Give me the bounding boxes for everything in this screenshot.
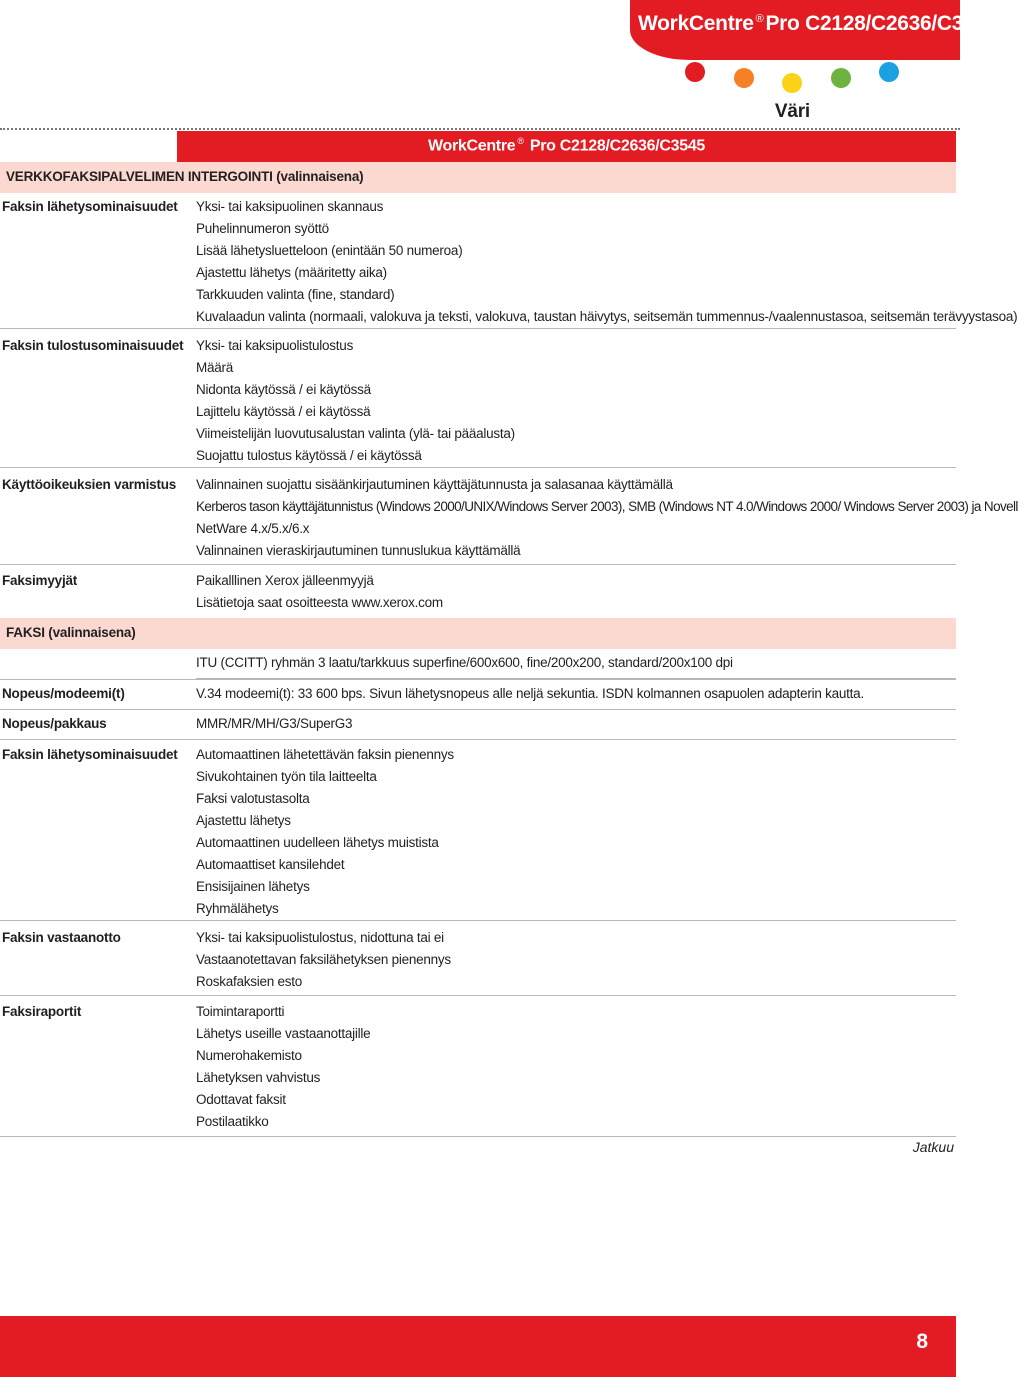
- spec-line: Viimeistelijän luovutusalustan valinta (ylä- tai pääalusta): [196, 426, 515, 441]
- spec-values: [196, 652, 952, 674]
- spec-line: Lähetys useille vastaanottajille: [196, 1026, 371, 1041]
- row-divider: [0, 920, 956, 921]
- spec-line: Yksi- tai kaksipuolistulostus: [196, 338, 354, 353]
- spec-line: Ajastettu lähetys: [196, 813, 291, 828]
- spec-line: Odottavat faksit: [196, 1092, 286, 1107]
- spec-values: [196, 196, 1018, 328]
- spec-line: NetWare 4.x/5.x/6.x: [196, 521, 310, 536]
- row-divider: [0, 1136, 956, 1137]
- continued-label: Jatkuu: [912, 1139, 954, 1155]
- model-brand: WorkCentre: [427, 137, 516, 155]
- spec-line: Postilaatikko: [196, 1114, 269, 1129]
- spec-label: Faksimyyjät: [2, 573, 78, 588]
- model-header: [177, 131, 956, 162]
- color-label: Väri: [774, 101, 810, 122]
- spec-label: Faksin vastaanotto: [2, 930, 121, 945]
- spec-line: Määrä: [196, 360, 234, 375]
- spec-line: Valinnainen suojattu sisäänkirjautuminen käyttäjätunnusta ja salasanaa käyttämällä: [196, 477, 673, 492]
- spec-line: ITU (CCITT) ryhmän 3 laatu/tarkkuus superfine/600x600, fine/200x200, standard/200x100 dpi: [196, 655, 733, 670]
- spec-line: Roskafaksien esto: [196, 974, 303, 989]
- spec-line: Automaattinen lähetettävän faksin pienennys: [196, 747, 454, 762]
- spec-line: Vastaanotettavan faksilähetyksen pienennys: [196, 952, 451, 967]
- model-registered-mark: ®: [517, 136, 524, 146]
- dotted-divider: [0, 128, 960, 130]
- spec-label: Faksin lähetysominaisuudet: [2, 199, 178, 214]
- spec-label: Faksin tulostusominaisuudet: [2, 338, 184, 353]
- row-divider: [0, 679, 956, 680]
- spec-line: Valinnainen vieraskirjautuminen tunnuslukua käyttämällä: [196, 543, 521, 558]
- row-divider: [0, 995, 956, 996]
- spec-line: Ryhmälähetys: [196, 901, 279, 916]
- color-dot-blue: [879, 62, 899, 82]
- row-divider: [0, 328, 956, 329]
- spec-line: Kuvalaadun valinta (normaali, valokuva ja teksti, valokuva, taustan häivytys, seitsemän tummennus-/vaalennustasoa, seitsemän terävyystasoa): [196, 309, 1018, 324]
- spec-values: [196, 570, 952, 614]
- row-divider: [0, 564, 956, 565]
- spec-line: Faksi valotustasolta: [196, 791, 310, 806]
- spec-line: Toimintaraportti: [196, 1004, 285, 1019]
- spec-line: Nidonta käytössä / ei käytössä: [196, 382, 371, 397]
- spec-values: [196, 1001, 952, 1133]
- spec-line: Numerohakemisto: [196, 1048, 302, 1063]
- color-dot-green: [831, 68, 851, 88]
- color-dot-red: [685, 62, 705, 82]
- model-name: Pro C2128/C2636/C3545: [529, 137, 706, 155]
- spec-line: Automaattinen uudelleen lähetys muistista: [196, 835, 439, 850]
- row-divider: [0, 739, 956, 740]
- spec-label: Faksin lähetysominaisuudet: [2, 747, 178, 762]
- spec-line: Lisää lähetysluetteloon (enintään 50 numeroa): [196, 243, 463, 258]
- spec-line: MMR/MR/MH/G3/SuperG3: [196, 716, 353, 731]
- spec-values: [196, 713, 952, 735]
- spec-label: Faksiraportit: [2, 1004, 82, 1019]
- spec-line: Sivukohtainen työn tila laitteelta: [196, 769, 377, 784]
- spec-line: Lisätietoja saat osoitteesta www.xerox.com: [196, 595, 443, 610]
- section-title-fax: FAKSI (valinnaisena): [0, 618, 956, 649]
- spec-label: Nopeus/pakkaus: [2, 716, 107, 731]
- spec-values: [196, 683, 952, 705]
- spec-values: [196, 927, 952, 993]
- spec-label: Käyttöoikeuksien varmistus: [2, 477, 177, 492]
- spec-line: Kerberos tason käyttäjätunnistus (Windows 2000/UNIX/Windows Server 2003), SMB (Windows NT 4.0/Windows 2000/ Windows Server 2003) ja Novell: [196, 499, 1018, 514]
- spec-line: V.34 modeemi(t): 33 600 bps. Sivun lähetysnopeus alle neljä sekuntia. ISDN kolmannen osapuolen adapterin kautta.: [196, 686, 864, 701]
- spec-label: Nopeus/modeemi(t): [2, 686, 125, 701]
- registered-mark: ®: [755, 13, 764, 25]
- brand-name: WorkCentre: [638, 12, 754, 35]
- footer-bar: [0, 1316, 956, 1377]
- spec-line: Lähetyksen vahvistus: [196, 1070, 321, 1085]
- spec-line: Tarkkuuden valinta (fine, standard): [196, 287, 395, 302]
- section-title-fax-server: VERKKOFAKSIPALVELIMEN INTERGOINTI (valinnaisena): [0, 162, 956, 193]
- spec-line: Lajittelu käytössä / ei käytössä: [196, 404, 371, 419]
- row-divider: [0, 467, 956, 468]
- brand-banner: [630, 0, 998, 60]
- spec-line: Automaattiset kansilehdet: [196, 857, 345, 872]
- page-number: 8: [916, 1330, 928, 1353]
- color-dot-yellow: [782, 73, 802, 93]
- color-dots: [685, 60, 925, 94]
- spec-line: Puhelinnumeron syöttö: [196, 221, 329, 236]
- brand-model: Pro C2128/C2636/C3545: [765, 12, 998, 35]
- spec-values: [196, 474, 1018, 562]
- spec-line: Ajastettu lähetys (määritetty aika): [196, 265, 387, 280]
- spec-values: [196, 744, 952, 920]
- color-dot-orange: [734, 68, 754, 88]
- spec-values: [196, 335, 952, 467]
- spec-line: Ensisijainen lähetys: [196, 879, 310, 894]
- spec-line: Yksi- tai kaksipuolistulostus, nidottuna tai ei: [196, 930, 444, 945]
- spec-line: Suojattu tulostus käytössä / ei käytössä: [196, 448, 422, 463]
- spec-line: Yksi- tai kaksipuolinen skannaus: [196, 199, 384, 214]
- spec-line: Paikalllinen Xerox jälleenmyyjä: [196, 573, 374, 588]
- row-divider: [0, 709, 956, 710]
